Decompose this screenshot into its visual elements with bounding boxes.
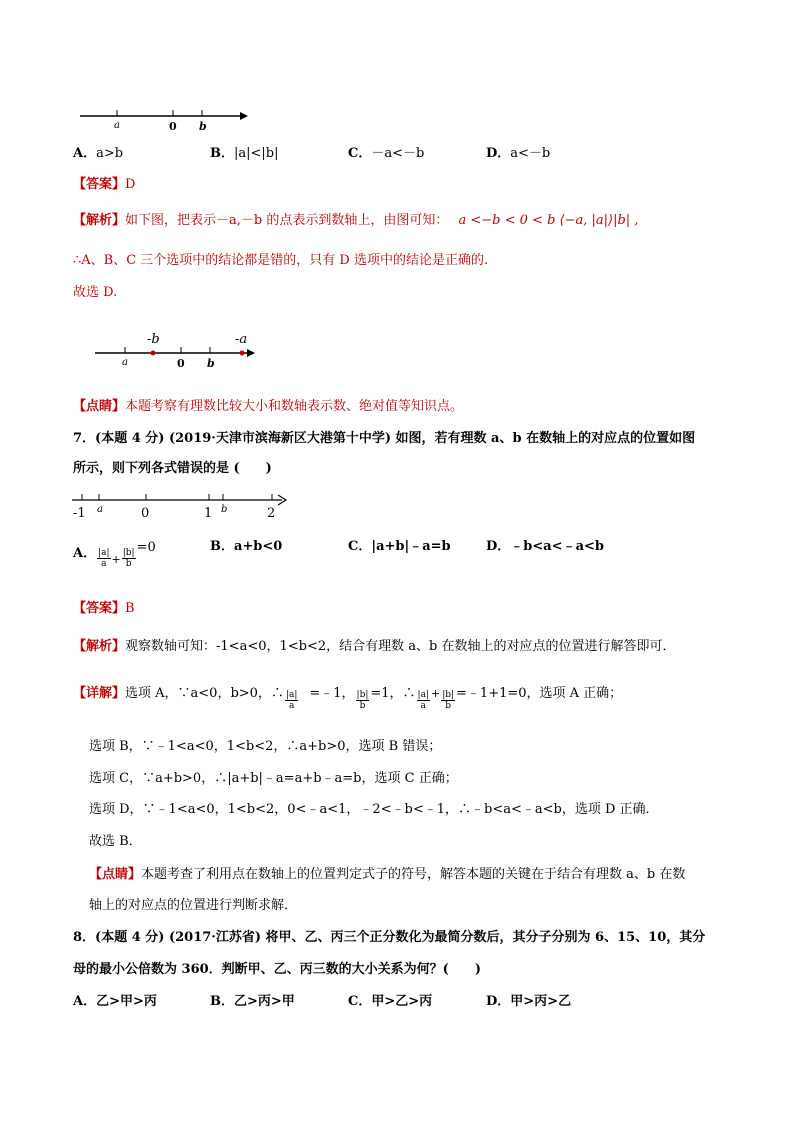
- q7-option-b[interactable]: B．a+b<0: [210, 539, 283, 554]
- choose-q6: 故选 D.: [73, 285, 118, 300]
- label-zero: 0: [177, 357, 185, 370]
- detail-line-b: 选项 B，∵﹣1<a<0，1<b<2，∴a+b>0，选项 B 错误；: [89, 739, 442, 754]
- q7-label-zero: 0: [141, 506, 150, 521]
- option-d[interactable]: D．a<－b: [486, 146, 551, 161]
- option-a[interactable]: A．a>b: [73, 146, 124, 161]
- question-7-stem-line2: 所示，则下列各式错误的是 ( ): [73, 461, 272, 476]
- q8-option-b[interactable]: B．乙>丙>甲: [210, 994, 295, 1009]
- q7-option-a[interactable]: A． $\frac{|a|}{a}$ $_+$ $\frac{|b|}{b}$ =0: [73, 540, 156, 569]
- number-line-figure-q7: [66, 490, 302, 522]
- question-7-stem-line1: 7．(本题 4 分) (2019·天津市滨海新区大港第十中学) 如图，若有理数 a、b 在数轴上的对应点的位置如图: [73, 431, 696, 446]
- q8-option-a[interactable]: A．乙>甲>丙: [73, 994, 157, 1009]
- option-c[interactable]: C．－a<－b: [348, 146, 425, 161]
- detail-line-c: 选项 C，∵a+b>0，∴|a+b|﹣a=a+b﹣a=b，选项 C 正确；: [89, 771, 458, 786]
- q7-label-b: b: [221, 504, 228, 515]
- answer-line-q7: 【答案】B: [73, 601, 135, 616]
- answer-line-q6: 【答案】D: [73, 177, 136, 192]
- option-b[interactable]: B．|a|<|b|: [210, 146, 279, 161]
- q7-option-d[interactable]: D．﹣b<a<﹣a<b: [486, 539, 604, 554]
- q7-label-m1: -1: [73, 506, 86, 521]
- q7-label-two: 2: [267, 506, 276, 521]
- comment-q7-line1: 【点睛】本题考查了利用点在数轴上的位置判定式子的符号，解答本题的关键在于结合有理数 a、b 在数: [89, 867, 686, 882]
- label-a: a: [122, 357, 128, 368]
- label-b: b: [207, 357, 215, 370]
- conclusion-q6: ∴A、B、C 三个选项中的结论都是错的，只有 D 选项中的结论是正确的.: [73, 253, 489, 268]
- point-neg-b: [151, 351, 156, 356]
- q8-option-d[interactable]: D．甲>丙>乙: [486, 994, 572, 1009]
- detail-line-d: 选项 D，∵﹣1<a<0，1<b<2，0<﹣a<1，﹣2<﹣b<﹣1，∴﹣b<a<﹣a<b，选项 D 正确．: [89, 802, 659, 817]
- q7-label-a: a: [97, 504, 103, 515]
- analysis-line-q7: 【解析】观察数轴可知：-1<a<0，1<b<2，结合有理数 a、b 在数轴上的对应点的位置进行解答即可．: [73, 639, 676, 654]
- tick-label-a: a: [114, 120, 120, 131]
- point-neg-a: [240, 351, 245, 356]
- question-8-stem-line2: 母的最小公倍数为 360．判断甲、乙、丙三数的大小关系为何？( ): [73, 962, 481, 977]
- detail-line-a: 【详解】选项 A，∵a<0，b>0，∴ $\frac{|a|}{a}$ =﹣1， $\frac{|b|}{b}$ =1，∴ $\frac{|a|}{a}$ + $\frac{|b|}{b}$ =﹣1+1=0，选项 A 正确；: [73, 686, 623, 711]
- number-line-figure-q6: [70, 96, 260, 136]
- label-neg-b: -b: [147, 332, 160, 347]
- q7-option-c[interactable]: C．|a+b|﹣a=b: [348, 539, 451, 554]
- question-8-stem-line1: 8．(本题 4 分) (2017·江苏省) 将甲、乙、丙三个正分数化为最简分数后，其分子分别为 6、15、10，其分: [73, 930, 706, 945]
- label-neg-a: -a: [235, 332, 248, 347]
- analysis-line-q6: 【解析】如下图，把表示－a,－b 的点表示到数轴上，由图可知： a <−b < 0 < b ⟨−a, |a|⟩|b| ,: [73, 213, 639, 228]
- number-line-solution-figure: [85, 325, 265, 373]
- q7-label-one: 1: [204, 506, 213, 521]
- tick-label-b: b: [199, 120, 207, 133]
- choose-q7: 故选 B．: [89, 834, 142, 849]
- comment-q6: 【点睛】本题考察有理数比较大小和数轴表示数、绝对值等知识点。: [73, 399, 464, 414]
- tick-label-zero: 0: [169, 120, 177, 133]
- comment-q7-line2: 轴上的对应点的位置进行判断求解．: [89, 898, 298, 913]
- q8-option-c[interactable]: C．甲>乙>丙: [348, 994, 433, 1009]
